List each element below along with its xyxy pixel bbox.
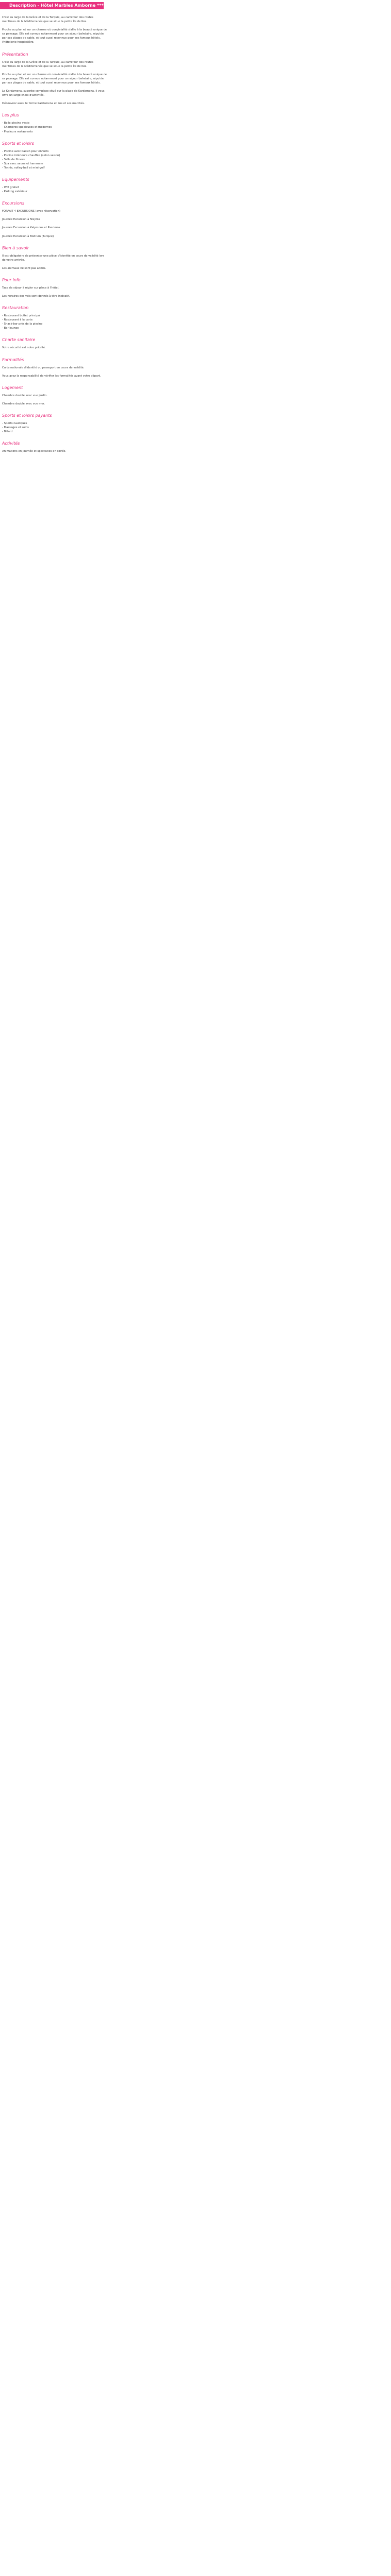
section-title: Présentation [2,52,28,57]
list-item: - Plusieurs restaurants [2,130,33,133]
list-item: - Parking extérieur [2,190,27,194]
section-paragraph: Taxe de séjour à régler sur place à l'hôtel. [2,286,59,290]
section-paragraph: Journée Excursion à Bodrum (Turquie) [2,234,54,238]
section-paragraph: Découvrez aussi le ferme Kardamena et Kos et ses marchés. [2,102,85,106]
section-title: Formalités [2,357,24,362]
list-item: - Chambres spacieuses et modernes [2,126,52,129]
section-paragraph: Journée Excursion à Kalymnos et Pserimos [2,226,60,230]
section-paragraph: Les horaires des vols sont donnés à titre indicatif. [2,295,70,298]
section-list [2,149,108,170]
section-title: Logement [2,385,23,390]
section-title: Restauration [2,306,29,311]
section-paragraph: Les animaux ne sont pas admis. [2,266,46,270]
section-paragraph: Chambre double avec vue mer. [2,402,45,405]
section-paragraph: Journée Excursion à Nisyros [2,218,40,222]
section-paragraph: Vous avez la responsabilité de vérifier les formalités avant votre départ. [2,374,101,378]
list-item: - Piscine avec bassin pour enfants [2,149,49,153]
section-list [2,185,108,194]
section-list [2,314,108,330]
list-item: - Snack-bar près de la piscine [2,323,43,326]
section-list [2,421,108,434]
list-item: - Massages et soins [2,426,29,430]
section-title: Bien à savoir [2,245,29,250]
list-item: - Belle piscine vaste [2,122,30,125]
list-item: - Salle de fitness [2,158,25,161]
section-paragraph: FORFAIT 4 EXCURSIONS (avec réservation) [2,210,60,213]
section-paragraph: Proche au plan et sur un charme où convivialité s'allie à la beauté unique de sa paysage. Elle est connue notamment pour un séjour balnéaire, réputée par ses plages de sable, et tout aussi reconnue pour ses fameux hôtels. [2,73,107,84]
list-item: - Restaurant à la carte [2,318,33,322]
section-title: Pour info [2,277,21,282]
section-title: Equipements [2,177,29,182]
section-paragraph: Il est obligatoire de présenter une pièce d'identité en cours de validité lors de votre arrivée. [2,254,105,262]
section-title: Charte sanitaire [2,337,36,343]
list-item: - Tennis, volley-ball et mini-golf [2,166,45,170]
section-title: Sports et loisirs payants [2,413,52,418]
sections [2,52,108,454]
section-title: Sports et loisirs [2,141,34,146]
list-item: - Spa avec sauna et hammam [2,162,43,165]
list-item: - Billard [2,430,13,434]
list-item: - Bar lounge [2,327,19,330]
intro-paragraph: C'est au large de la Grèce et de la Turquie, au carrefour des routes maritimes de la Méditerranée que se situe la petite île de Kos. [2,16,93,24]
section-paragraph: Le Kardamena, superbe complexe situé sur la plage de Kardamena, il vous offre un large choix d'activités. [2,90,105,97]
section-paragraph: C'est au large de la Grèce et de la Turquie, au carrefour des routes maritimes de la Méditerranée que se situe la petite île de Kos. [2,60,93,68]
description-content [2,15,108,457]
description-header-bar [0,2,104,9]
list-item: - Sports nautiques [2,421,27,425]
page-title: Description - Hôtel Marbles Amborne **** [9,3,106,8]
section-title: Activités [2,441,20,446]
section-paragraph: Carte nationale d'identité ou passeport en cours de validité. [2,366,85,369]
list-item: - Wifi gratuit [2,186,19,190]
section-paragraph: Animations en journée et spectacles en soirée. [2,450,67,453]
section-title: Les plus [2,113,19,118]
list-item: - Restaurant buffet principal [2,314,41,318]
section-list [2,121,108,133]
list-item: - Piscine intérieure chauffée (selon saison) [2,154,60,157]
intro-paragraph: Proche au plan et sur un charme où convivialité s'allie à la beauté unique de sa paysage. Elle est connue notamment pour un séjour balnéaire, réputée par ses plages de sable, et tout aussi reconnue pour ses fameux hôtels, l'hôtellerie hospitalière. [2,28,107,44]
section-paragraph: Chambre double avec vue jardin. [2,394,47,397]
section-paragraph: Votre sécurité est notre priorité. [2,346,46,350]
section-title: Excursions [2,201,25,206]
